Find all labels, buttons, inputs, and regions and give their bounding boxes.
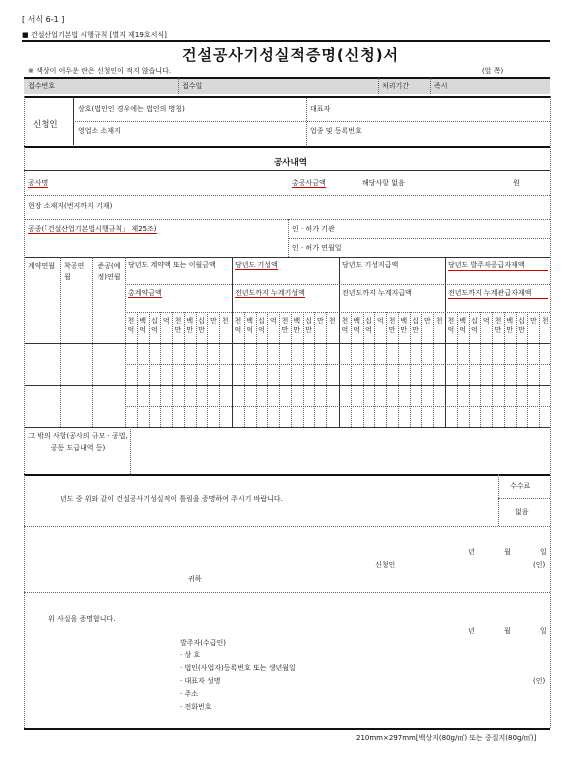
digit-header-0-3: 억 — [162, 317, 170, 325]
recipient-label: 귀하 — [188, 575, 202, 583]
digit-header-1-4: 천만 — [281, 317, 289, 334]
cert-item-reg-no: · 법인(사업자)등록번호 또는 생년월일 — [180, 664, 296, 672]
shade-note: ※ 색상이 어두운 란은 신청인이 적지 않습니다. — [28, 67, 172, 75]
digit-divider — [421, 312, 422, 427]
top-rule — [22, 40, 550, 42]
digit-header-0-7: 만 — [209, 317, 217, 325]
work-type-label: 공종(「건설산업기본법시행규칙」 제25조) — [28, 225, 157, 233]
digit-header-0-4: 천만 — [174, 317, 182, 334]
business-type-label: 업종 및 등록번호 — [310, 127, 362, 135]
office-address-label: 영업소 소재지 — [78, 127, 121, 135]
permit-date-label: 인 · 허가 연월일 — [292, 244, 342, 252]
page-side: (앞 쪽) — [482, 67, 504, 75]
completion-date-header: 준공(예정)연월 — [97, 262, 121, 281]
cert-item-address: · 주소 — [180, 690, 198, 698]
representative-label: 대표자 — [310, 105, 331, 113]
digit-header-0-1: 백억 — [139, 317, 147, 334]
digit-divider — [219, 312, 220, 427]
law-reference: ■ 건설산업기본법 시행규칙 [별지 제19호서식] — [22, 31, 167, 39]
group2-bottom-header: 전년도까지 누계기성액 — [235, 289, 305, 297]
digit-header-3-6: 십만 — [518, 317, 525, 334]
project-name-label: 공사명 — [28, 179, 49, 187]
cert-item-trade-name: · 상 호 — [180, 651, 201, 659]
request-statement: 년도 중 위와 같이 건설공사기성실적이 틀림을 증명하여 주시기 바랍니다. — [60, 495, 283, 503]
group2-top-header: 당년도 기성액 — [235, 261, 278, 269]
digit-header-2-3: 억 — [376, 317, 384, 325]
digit-divider — [326, 312, 327, 427]
digit-header-3-7: 만 — [529, 317, 537, 325]
digit-header-0-0: 천억 — [127, 317, 135, 334]
digit-header-2-5: 백만 — [400, 317, 408, 334]
cert-seal: (인) — [533, 677, 546, 685]
group1-bottom-header: 총계약금액 — [128, 289, 162, 297]
digit-header-3-0: 천억 — [447, 317, 455, 334]
orderer-label: 발주자(수급인) — [180, 639, 227, 647]
cert-item-representative: · 대표자 성명 — [180, 677, 221, 685]
digit-header-2-2: 십억 — [365, 317, 372, 334]
digit-header-1-8: 천 — [328, 317, 336, 325]
permit-agency-label: 인 · 허가 기관 — [292, 225, 335, 233]
applicant-section-label: 신청인 — [33, 120, 58, 130]
sign-day: 일 — [540, 548, 547, 556]
group3-top-header: 당년도 기성지급액 — [342, 261, 399, 269]
start-date-header: 착공연월 — [64, 262, 85, 281]
digit-header-0-5: 백만 — [186, 317, 194, 334]
won-unit: 원 — [513, 179, 520, 187]
digit-divider — [160, 312, 161, 427]
cert-day: 일 — [540, 627, 547, 635]
digit-divider — [433, 312, 434, 427]
digit-header-2-8: 천 — [435, 317, 443, 325]
digit-header-1-6: 십만 — [305, 317, 312, 334]
digit-header-0-6: 십만 — [198, 317, 205, 334]
applicant-sign-label: 신청인 — [375, 561, 396, 569]
digit-header-2-0: 천억 — [341, 317, 349, 334]
digit-header-2-1: 백억 — [353, 317, 361, 334]
digit-divider — [527, 312, 528, 427]
group4-bottom-header: 전년도까지 누계관급자재액 — [448, 288, 548, 299]
group1-top-header: 당년도 계약액 또는 이월금액 — [128, 261, 216, 269]
digit-header-2-4: 천만 — [388, 317, 396, 334]
digit-header-3-4: 천만 — [494, 317, 502, 334]
cert-year: 년 — [468, 627, 475, 635]
digit-header-3-2: 십억 — [471, 317, 478, 334]
group4-top-header: 당년도 발주자공급자재액 — [448, 260, 548, 271]
digit-header-3-8: 천 — [541, 317, 549, 325]
digit-header-2-7: 만 — [423, 317, 431, 325]
digit-divider — [267, 312, 268, 427]
digit-divider — [207, 312, 208, 427]
sign-month: 월 — [504, 548, 511, 556]
processing-immediately: 즉시 — [434, 82, 448, 90]
paper-spec: 210mm×297mm[백상지(80g/㎡) 또는 중질지(80g/㎡)] — [356, 734, 537, 742]
contract-date-header: 계약연월 — [28, 262, 56, 270]
total-amount-label: 총공사금액 — [292, 179, 326, 187]
digit-header-1-5: 백만 — [293, 317, 301, 334]
processing-period-label: 처리기간 — [382, 82, 410, 90]
digit-header-3-3: 억 — [482, 317, 490, 325]
receipt-date-label: 접수일 — [182, 82, 203, 90]
sign-year: 년 — [468, 548, 475, 556]
trade-name-label: 상호(법인인 경우에는 법인의 명칭) — [78, 105, 185, 113]
digit-header-1-7: 만 — [316, 317, 324, 325]
digit-header-0-8: 천 — [221, 317, 229, 325]
applicant-seal: (인) — [533, 561, 546, 569]
certification-statement: 위 사실을 증명합니다. — [48, 615, 116, 623]
other-matters-label: 그 밖의 사항(공사의 규모 · 공법, 공동 도급내역 등) — [28, 432, 128, 452]
group3-bottom-header: 전년도까지 누계지급액 — [342, 289, 412, 297]
digit-divider — [480, 312, 481, 427]
total-amount-value: 해당사항 없음 — [362, 179, 405, 187]
form-number: [ 서식 6-1 ] — [22, 15, 65, 24]
digit-header-2-6: 십만 — [412, 317, 419, 334]
digit-header-1-1: 백억 — [246, 317, 254, 334]
cert-item-phone: · 전화번호 — [180, 703, 212, 711]
digit-header-1-2: 십억 — [258, 317, 265, 334]
digit-header-1-0: 천억 — [234, 317, 242, 334]
site-location-label: 현장 소재지(번지까지 기재) — [28, 202, 113, 210]
work-details-title: 공사내역 — [274, 158, 307, 168]
fee-label: 수수료 — [510, 482, 531, 490]
receipt-row — [24, 78, 550, 94]
digit-header-3-1: 백억 — [459, 317, 467, 334]
digit-divider — [374, 312, 375, 427]
digit-divider — [539, 312, 540, 427]
digit-header-1-3: 억 — [269, 317, 277, 325]
cert-month: 월 — [504, 627, 511, 635]
digit-divider — [314, 312, 315, 427]
page-title: 건설공사기성실적증명(신청)서 — [181, 46, 400, 64]
receipt-no-label: 접수번호 — [28, 82, 56, 90]
fee-value: 없음 — [515, 508, 529, 516]
digit-header-3-5: 백만 — [506, 317, 514, 334]
digit-header-0-2: 십억 — [151, 317, 158, 334]
